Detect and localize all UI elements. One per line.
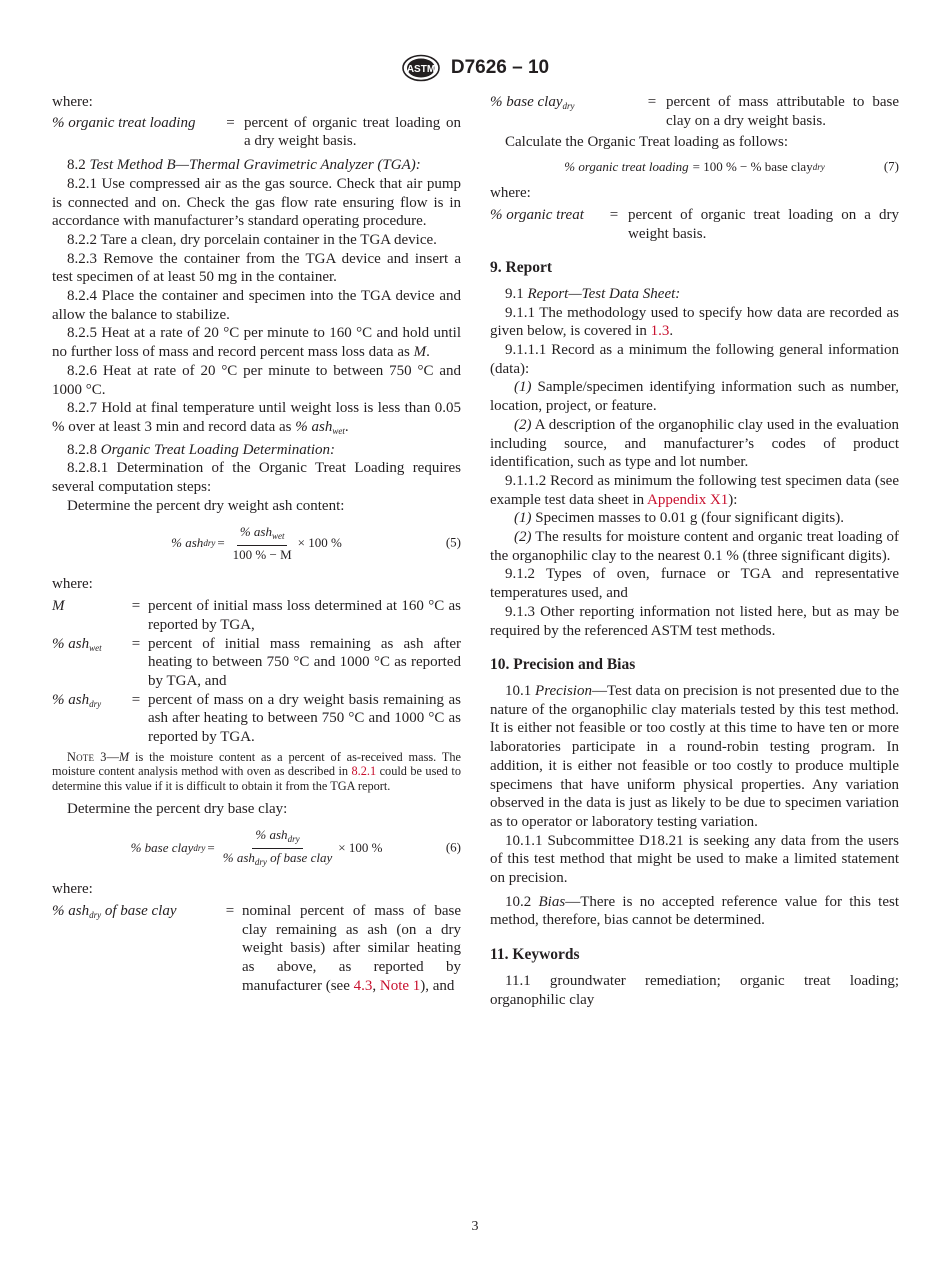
equation-7: % organic treat loading = 100 % − % base clay dry (7)	[490, 152, 899, 182]
link-note-1[interactable]: Note 1	[379, 977, 421, 994]
svg-text:ASTM: ASTM	[406, 64, 436, 75]
paragraph-9-1-2: 9.1.2 Types of oven, furnace or TGA and representative temperatures used, and	[490, 566, 899, 602]
heading-keywords: 11. Keywords	[490, 946, 580, 964]
paragraph-9-1-1-1: 9.1.1.1 Record as a minimum the following general information (data):	[490, 342, 899, 377]
where-label: where:	[490, 185, 531, 202]
definition-organic-treat: % organic treat = percent of organic treat loading on a dry weight basis.	[490, 206, 899, 242]
determine-base-text: Determine the percent dry base clay:	[67, 800, 288, 817]
calculate-text: Calculate the Organic Treat loading as follows:	[505, 134, 789, 151]
list-item-1: (1) Sample/specimen identifying information such as number, location, project, or feature.	[490, 379, 899, 415]
section-8-2: 8.2 Test Method B—Thermal Gravimetric Analyzer (TGA):	[67, 157, 421, 174]
paragraph-10-1: 10.1 Precision—Test data on precision is not presented due to the nature of the organophilic clay materials tested by this test method. It is either not feasible or too costly at this time to have ten or more laboratories participate in a round-robin testing program. In addition, it is either not feasible or too costly to produce multiple specimens that have uniform physical properties. Any variation observed in the data is just as likely to be due to specimen variation as to operator or laboratory testing variation.	[490, 682, 899, 830]
astm-logo-icon	[401, 54, 441, 82]
note-3: Note 3—M is the moisture content as a percent of as-received mass. The moisture content analysis method with oven as described in 8.2.1 could be used to determine this value if it is difficult to obtain it from the TGA report.	[52, 749, 461, 793]
definition-organic-treat-loading: % organic treat loading = percent of organic treat loading on a dry weight basis.	[52, 114, 461, 150]
heading-report: 9. Report	[490, 259, 552, 277]
paragraph-8-2-3: 8.2.3 Remove the container from the TGA device and insert a test specimen of at least 50 mg in the container.	[52, 250, 461, 286]
page-header	[0, 54, 950, 82]
paragraph-8-2-2: 8.2.2 Tare a clean, dry porcelain container in the TGA device.	[67, 231, 437, 248]
equation-6: % base clay dry = $\frac{\% ash_{dry}}{\% ash_{dry} of base clay}$ × 100 % (6)	[130, 826, 461, 867]
link-4-3[interactable]: 4.3	[353, 977, 373, 994]
paragraph-9-1-3: 9.1.3 Other reporting information not listed here, but as may be required by the referenced ASTM test methods.	[490, 603, 899, 639]
link-8-2-1[interactable]: 8.2.1	[351, 764, 377, 779]
paragraph-8-2-4: 8.2.4 Place the container and specimen into the TGA device and allow the balance to stabilize.	[52, 288, 461, 323]
heading-precision-and-bias: 10. Precision and Bias	[490, 656, 636, 674]
paragraph-8-2-6: 8.2.6 Heat at rate of 20 °C per minute to between 750 °C and 1000 °C.	[52, 362, 461, 398]
where-label: where:	[52, 94, 93, 110]
section-9-1: 9.1 Report—Test Data Sheet:	[505, 285, 681, 302]
paragraph-8-2-8-1: 8.2.8.1 Determination of the Organic Treat Loading requires several computation steps:	[52, 460, 461, 496]
definition-ash-dry: % ash$_{dry}$ = percent of mass on a dry weight basis remaining as ash after heating to between 750 °C and 1000 °C as reported by TGA.	[52, 691, 461, 746]
paragraph-10-1-1: 10.1.1 Subcommittee D18.21 is seeking any data from the users of this test method that might be used to make a limited statement on precision.	[490, 832, 899, 887]
paragraph-10-2: 10.2 Bias—There is no accepted reference value for this test method, therefore, bias cannot be determined.	[490, 893, 899, 929]
paragraph-11-1: 11.1 groundwater remediation; organic treat loading; organophilic clay	[490, 972, 899, 1008]
page-number: 3	[471, 1219, 479, 1234]
equation-number-5: (5)	[445, 535, 461, 551]
list-item-2: (2) The results for moisture content and organic treat loading of the organophilic clay to the nearest 0.1 % (three significant digits).	[490, 529, 899, 564]
section-8-2-8: 8.2.8 Organic Treat Loading Determination:	[67, 441, 336, 458]
list-item-1: (1) Specimen masses to 0.01 g (four significant digits).	[514, 510, 844, 527]
document-id: D7626 – 10	[450, 57, 550, 78]
determine-ash-text: Determine the percent dry weight ash content:	[67, 497, 345, 514]
link-1-3[interactable]: 1.3	[650, 323, 670, 340]
paragraph-8-2-7: 8.2.7 Hold at final temperature until weight loss is less than 0.05 % over at least 3 min and record data as % ash$_{wet}$.	[52, 400, 461, 436]
definition-ash-dry-base-clay: % ash$_{dry}$ of base clay = nominal percent of mass of base clay remaining as ash (on a dry weight basis) after similar heating as above, as reported by manufacturer (see 4.3, Note 1), and	[52, 902, 461, 994]
paragraph-9-1-1: 9.1.1 The methodology used to specify how data are recorded as given below, is covered in 1.3.	[490, 304, 899, 340]
equation-5: % ash dry = $\frac{\% ash_{wet}}{100 \% - M}$ × 100 % (5)	[171, 524, 461, 563]
equation-number-6: (6)	[445, 839, 461, 855]
paragraph-8-2-1: 8.2.1 Use compressed air as the gas source. Check that air pump is connected and on. Check the gas flow rate ensuring flow is in accordance with manufacturer’s standard operating procedure.	[52, 175, 461, 230]
equation-number-7: (7)	[883, 158, 899, 174]
right-column	[490, 93, 899, 1009]
link-appendix-x1[interactable]: Appendix X1	[647, 491, 729, 508]
definition-m: M = percent of initial mass loss determined at 160 °C as reported by TGA,	[52, 598, 461, 633]
where-label: where:	[52, 881, 93, 898]
definition-ash-wet: % ash$_{wet}$ = percent of initial mass remaining as ash after heating to between 750 °C and 1000 °C as reported by TGA, and	[52, 635, 461, 689]
paragraph-9-1-1-2: 9.1.1.2 Record as minimum the following test specimen data (see example test data sheet in Appendix X1):	[490, 472, 899, 508]
definition-base-clay-dry: % base clay$_{dry}$ = percent of mass attributable to base clay on a dry weight basis.	[490, 94, 899, 129]
list-item-2: (2) A description of the organophilic clay used in the evaluation including source, and manufacturer’s codes of product identification, such as type and lot number.	[490, 416, 899, 471]
paragraph-8-2-5: 8.2.5 Heat at a rate of 20 °C per minute to 160 °C and hold until no further loss of mass and record percent mass loss data as M.	[52, 325, 461, 361]
left-column	[52, 93, 461, 996]
where-label: where:	[52, 576, 93, 593]
